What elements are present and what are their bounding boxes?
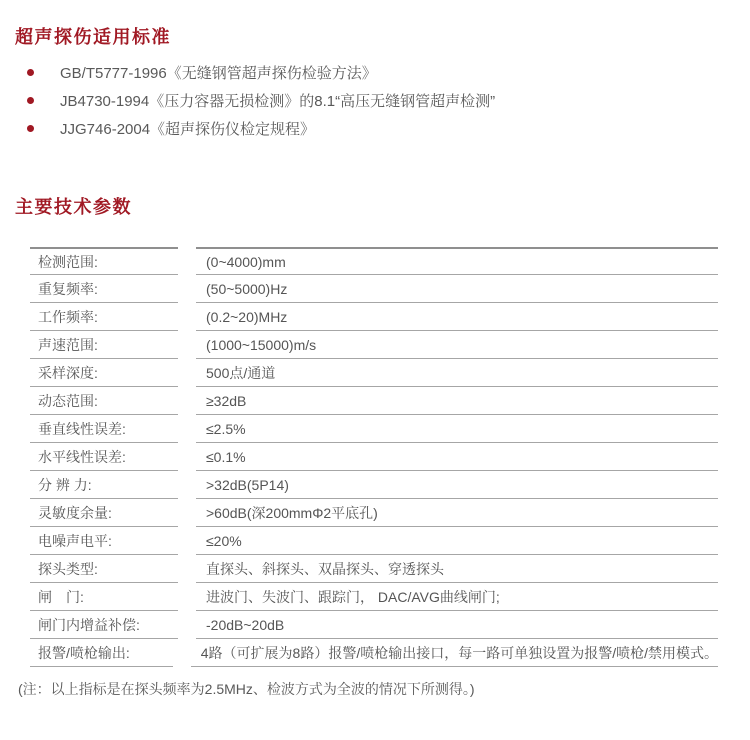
table-row — [30, 275, 718, 303]
column-gap — [178, 359, 196, 387]
table-row — [30, 359, 718, 387]
table-row — [30, 471, 718, 499]
column-gap — [178, 555, 196, 583]
parameter-value: >32dB(5P14) — [196, 471, 718, 499]
section-title-standards: 超声探伤适用标准 — [15, 27, 171, 47]
column-gap — [178, 611, 196, 639]
parameter-label: 垂直线性误差: — [30, 415, 178, 443]
parameter-label: 分 辨 力: — [30, 471, 178, 499]
parameter-value: ≤20% — [196, 527, 718, 555]
parameter-label: 工作频率: — [30, 303, 178, 331]
table-row — [30, 555, 718, 583]
column-gap — [178, 527, 196, 555]
standard-text: JB4730-1994《压力容器无损检测》的8.1“高压无缝钢管超声检测” — [60, 92, 496, 110]
parameter-label: 探头类型: — [30, 555, 178, 583]
bullet-icon — [27, 125, 34, 132]
parameter-value: -20dB~20dB — [196, 611, 718, 639]
column-gap — [178, 247, 196, 275]
parameter-label: 检测范围: — [30, 247, 178, 275]
standard-text: JJG746-2004《超声探伤仪检定规程》 — [60, 120, 316, 138]
parameter-value: ≥32dB — [196, 387, 718, 415]
table-row — [30, 247, 718, 275]
section-title-parameters: 主要技术参数 — [15, 197, 132, 217]
parameter-value: (0~4000)mm — [196, 247, 718, 275]
parameter-label: 采样深度: — [30, 359, 178, 387]
parameter-value: (1000~15000)m/s — [196, 331, 718, 359]
column-gap — [178, 471, 196, 499]
standard-text: GB/T5777-1996《无缝钢管超声探伤检验方法》 — [60, 64, 377, 82]
parameter-label: 闸 门: — [30, 583, 178, 611]
column-gap — [178, 303, 196, 331]
standard-list-item — [0, 114, 750, 142]
parameter-label: 闸门内增益补偿: — [30, 611, 178, 639]
parameter-label: 声速范围: — [30, 331, 178, 359]
parameter-label: 灵敏度余量: — [30, 499, 178, 527]
note-text: (注：以上指标是在探头频率为2.5MHz、检波方式为全波的情况下所测得。) — [18, 681, 475, 697]
parameter-value: 进波门、失波门、跟踪门， DAC/AVG曲线闸门; — [196, 583, 718, 611]
parameter-label: 重复频率: — [30, 275, 178, 303]
parameter-value: (0.2~20)MHz — [196, 303, 718, 331]
bullet-icon — [27, 97, 34, 104]
column-gap — [178, 583, 196, 611]
parameter-label: 报警/喷枪输出: — [30, 639, 173, 667]
standards-list — [0, 58, 750, 142]
table-row — [30, 583, 718, 611]
bullet-icon — [27, 69, 34, 76]
table-row — [30, 527, 718, 555]
table-row — [30, 639, 718, 667]
parameters-table — [30, 247, 718, 667]
column-gap — [173, 639, 190, 667]
table-row — [30, 611, 718, 639]
table-row — [30, 331, 718, 359]
column-gap — [178, 275, 196, 303]
table-row — [30, 443, 718, 471]
table-row — [30, 499, 718, 527]
column-gap — [178, 499, 196, 527]
column-gap — [178, 443, 196, 471]
table-row — [30, 415, 718, 443]
table-row — [30, 303, 718, 331]
column-gap — [178, 387, 196, 415]
standard-list-item — [0, 58, 750, 86]
parameter-value: ≤2.5% — [196, 415, 718, 443]
parameter-label: 动态范围: — [30, 387, 178, 415]
parameter-value: >60dB(深200mmΦ2平底孔) — [196, 499, 718, 527]
column-gap — [178, 331, 196, 359]
column-gap — [178, 415, 196, 443]
parameter-label: 水平线性误差: — [30, 443, 178, 471]
parameter-value: 500点/通道 — [196, 359, 718, 387]
parameter-value: (50~5000)Hz — [196, 275, 718, 303]
parameter-value: 直探头、斜探头、双晶探头、穿透探头 — [196, 555, 718, 583]
table-row — [30, 387, 718, 415]
parameter-label: 电噪声电平: — [30, 527, 178, 555]
parameter-value: 4路（可扩展为8路）报警/喷枪输出接口，每一路可单独设置为报警/喷枪/禁用模式。 — [191, 639, 718, 667]
standard-list-item — [0, 86, 750, 114]
parameter-value: ≤0.1% — [196, 443, 718, 471]
